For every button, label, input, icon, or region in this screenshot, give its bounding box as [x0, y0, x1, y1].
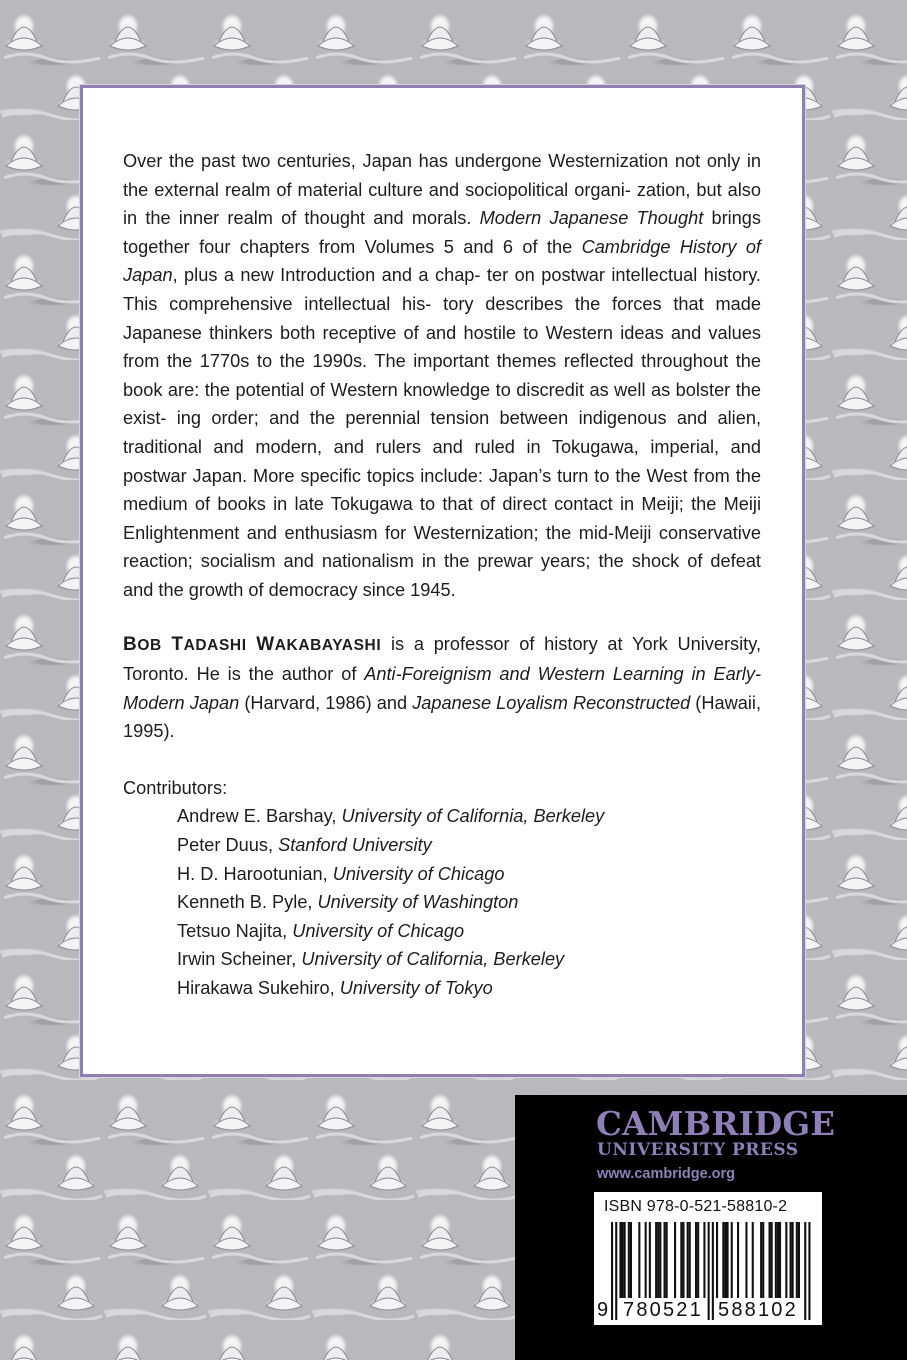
bio-book-1: Anti-Foreignism and Western Learning in Early-Modern Japan — [123, 664, 761, 713]
description-line-2: zation, but also in the inner realm of thought and morals. — [123, 179, 762, 229]
barcode-bar — [682, 1222, 684, 1298]
contributor-item: Hirakawa Sukehiro, University of Tokyo — [177, 978, 493, 999]
barcode-bar — [630, 1222, 632, 1298]
description-panel — [80, 85, 805, 1077]
contributor-item: Kenneth B. Pyle, University of Washington — [177, 892, 519, 913]
series-title: Cambridge History of Japan — [123, 236, 761, 286]
barcode-bar — [622, 1222, 624, 1298]
contributors-heading: Contributors: — [123, 777, 228, 798]
barcode-bar — [716, 1222, 718, 1298]
barcode-bar — [731, 1222, 733, 1298]
panel-content — [123, 147, 761, 1003]
publisher-press: UNIVERSITY PRESS — [597, 1140, 799, 1160]
barcode-bar — [638, 1222, 640, 1298]
barcode-bar — [779, 1222, 781, 1298]
description-paragraph — [123, 147, 761, 605]
barcode-bar — [796, 1222, 798, 1298]
barcode-bar — [724, 1222, 726, 1298]
book-title: Modern Japanese Thought — [479, 208, 704, 229]
barcode-bar — [624, 1222, 626, 1298]
barcode-bar — [777, 1222, 779, 1298]
contributor-item: H. D. Harootunian, University of Chicago — [177, 863, 505, 884]
barcode-bar — [615, 1222, 617, 1320]
barcode-bar — [790, 1222, 792, 1298]
publisher-url: www.cambridge.org — [597, 1166, 736, 1182]
barcode-bar — [798, 1222, 800, 1298]
barcode-bar — [769, 1222, 771, 1298]
barcode-bar — [697, 1222, 699, 1298]
barcode-bar — [752, 1222, 754, 1298]
barcode-bar — [655, 1222, 657, 1298]
bio-text-3: (Hawaii, 1995). — [123, 692, 762, 742]
barcode-bar — [703, 1222, 705, 1298]
contributor-item: Andrew E. Barshay, University of California, Berkeley — [177, 806, 605, 827]
barcode-bar — [674, 1222, 676, 1298]
description-rest: , plus a new Introduction and a chap- ter on postwar intellectual history. This comprehensive intellectual his- tory describes the forces that made Japanese thinkers both receptive of and hostile to Western ideas and values from the 1770s to the 1990s. The important themes reflected throughout the book are: the potential of Western knowledge to discredit as well as bolster the exist- ing order; and the perennial tension between indigenous and alien, traditional and modern, and rulers and ruled in Tokugawa, imperial, and postwar Japan. More specific topics include: Japan’s turn to the West from the medium of books in late Tokugawa to that of direct contact in Meiji; the Meiji Enlightenment and enthusiasm for Westernization; the mid-Meiji conservative reaction; socialism and nationalism in the prewar years; the shock of defeat and the growth of democracy since 1945. — [123, 265, 761, 600]
bio-book-2: Japanese Loyalism Reconstructed — [412, 692, 691, 713]
barcode-bar — [649, 1222, 651, 1298]
barcode-bar — [712, 1222, 714, 1320]
barcode-bar — [689, 1222, 691, 1298]
author-bio — [123, 630, 761, 746]
barcode-bar — [804, 1222, 806, 1320]
contributor-item: Tetsuo Najita, University of Chicago — [177, 920, 465, 941]
barcode-bar — [687, 1222, 689, 1298]
barcode-bar — [785, 1222, 787, 1298]
description-after-title: brings together four chapters from Volumes 5 and 6 of the — [123, 208, 761, 257]
barcode-bar — [722, 1222, 724, 1298]
contributor-item: Peter Duus, Stanford University — [177, 835, 432, 856]
barcode-bar — [745, 1222, 747, 1298]
barcode-bar — [611, 1222, 613, 1320]
barcode-bar — [771, 1222, 773, 1298]
barcode-digit-first: 9 — [597, 1299, 609, 1321]
bio-text-2: (Harvard, 1986) and — [239, 692, 413, 713]
barcode-bar — [727, 1222, 729, 1298]
contributors-list — [123, 802, 761, 1002]
barcode-bar — [792, 1222, 794, 1298]
barcode-bar — [775, 1222, 777, 1298]
barcode-bar — [680, 1222, 682, 1298]
barcode-bar — [628, 1222, 630, 1298]
publisher-name: CAMBRIDGE — [596, 1104, 836, 1143]
barcode-bar — [737, 1222, 739, 1298]
barcode-bar — [808, 1222, 810, 1320]
barcode-bar — [657, 1222, 659, 1298]
barcode — [594, 1192, 822, 1325]
isbn-label: ISBN 978-0-521-58810-2 — [604, 1198, 788, 1215]
barcode-bar — [666, 1222, 668, 1298]
barcode-bar — [664, 1222, 666, 1298]
barcode-bar — [645, 1222, 647, 1298]
barcode-digits-right: 588102 — [718, 1299, 798, 1321]
barcode-digits-left: 780521 — [623, 1299, 703, 1321]
bio-text-1: is a professor of history at York University, Toronto. He is the author of — [123, 633, 762, 685]
barcode-bar — [762, 1222, 764, 1298]
barcode-bar — [659, 1222, 661, 1298]
contributor-item: Irwin Scheiner, University of California, Berkeley — [177, 949, 565, 970]
author-name: BOB TADASHI WAKABAYASHI — [123, 633, 382, 655]
description-line-1: Over the past two centuries, Japan has undergone Westernization not only in the external realm of material culture and sociopolitical organi- — [123, 151, 761, 200]
barcode-bar — [695, 1222, 697, 1298]
barcode-bar — [760, 1222, 762, 1298]
barcode-bar — [619, 1222, 621, 1298]
barcode-bar — [708, 1222, 710, 1320]
